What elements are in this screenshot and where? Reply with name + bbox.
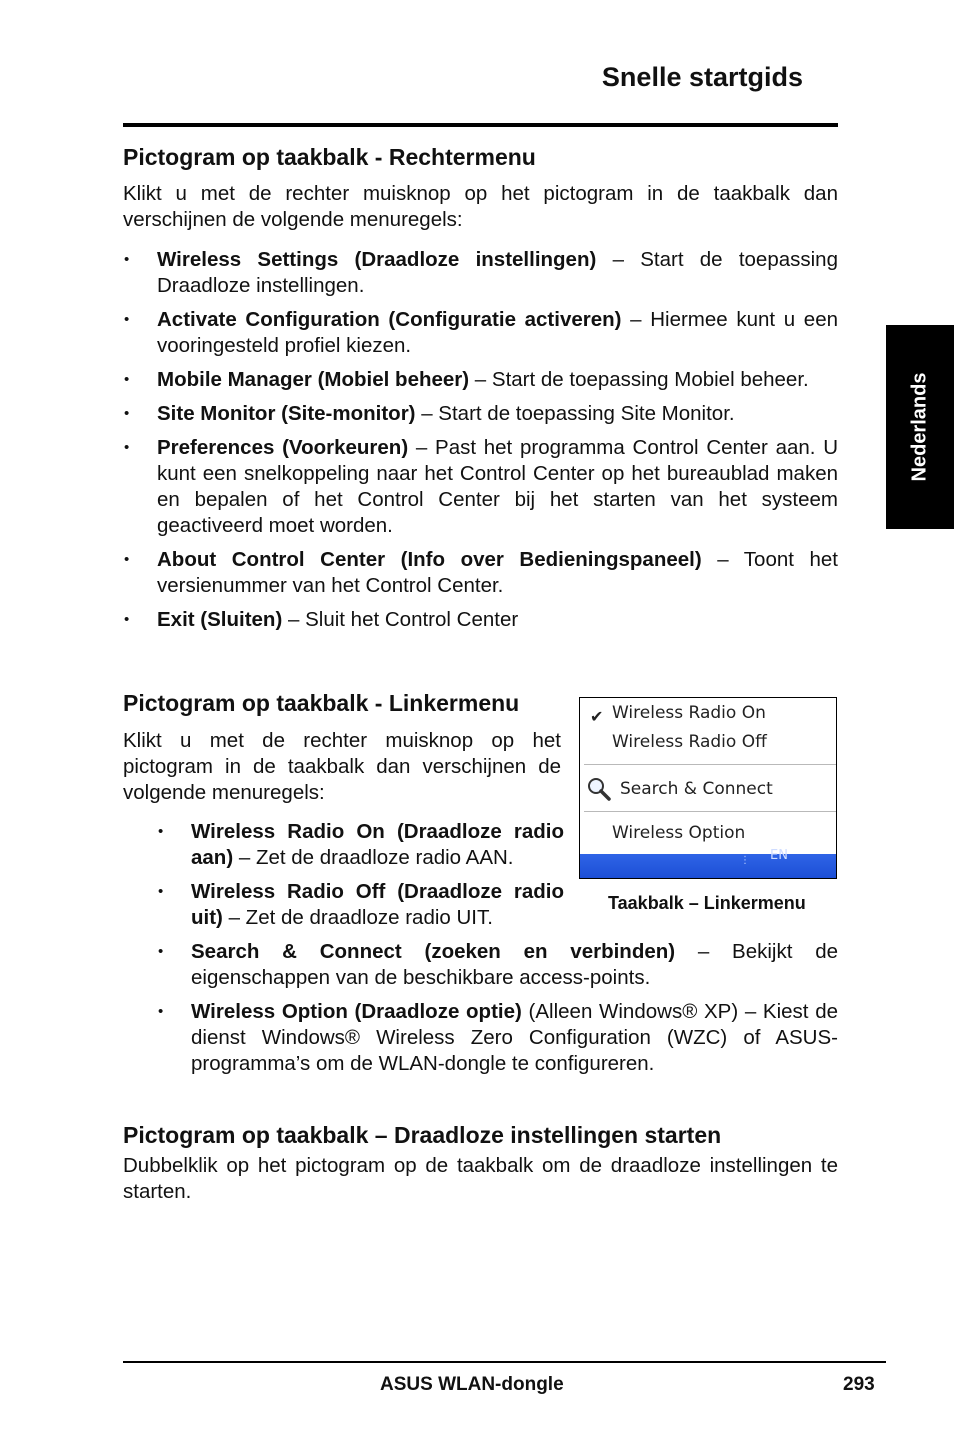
section-linkermenu-intro: Klikt u met de rechter muisknop op het pictogram in de taakbalk dan verschijnen de volgende menuregels: bbox=[123, 729, 561, 804]
taskbar-grip: ⋮ bbox=[740, 855, 750, 866]
list-item: • Wireless Option (Draadloze optie) (Alleen Windows® XP) – Kiest de dienst Windows® Wireless Zero Configuration (WZC) of ASUS-programma’s om de WLAN-dongle te configureren. bbox=[158, 1000, 838, 1075]
taskbar-left-menu-screenshot bbox=[579, 697, 837, 879]
item-term: Wireless Settings (Draadloze instellingen) bbox=[157, 248, 597, 271]
item-term: Wireless Radio On (Draadloze radio aan) bbox=[191, 820, 564, 869]
item-term: Wireless Radio Off (Draadloze radio uit) bbox=[191, 880, 564, 929]
section-rechtermenu-title: Pictogram op taakbalk - Rechtermenu bbox=[123, 144, 536, 170]
section-linkermenu-title: Pictogram op taakbalk - Linkermenu bbox=[123, 690, 520, 716]
item-desc: – Toont het versienummer van het Control Center. bbox=[157, 548, 839, 597]
language-tab-label: Nederlands bbox=[908, 372, 931, 482]
item-desc: – Hiermee kunt u een vooringesteld profiel kiezen. bbox=[157, 308, 839, 357]
section-start-settings-title: Pictogram op taakbalk – Draadloze instellingen starten bbox=[123, 1122, 722, 1148]
item-desc: – Sluit het Control Center bbox=[282, 608, 519, 631]
section-rechtermenu-intro: Klikt u met de rechter muisknop op het pictogram in de taakbalk dan verschijnen de volgende menuregels: bbox=[123, 182, 838, 231]
magnifier-icon bbox=[586, 776, 612, 802]
item-term: Mobile Manager (Mobiel beheer) bbox=[157, 368, 470, 391]
item-term: Exit (Sluiten) bbox=[157, 608, 283, 631]
item-desc: (Alleen Windows® XP) – Kiest de dienst Windows® Wireless Zero Configuration (WZC) of ASUS-programma’s om de WLAN-dongle te configureren. bbox=[191, 1000, 838, 1075]
item-desc: – Start de toepassing Mobiel beheer. bbox=[469, 368, 809, 391]
windows-taskbar bbox=[580, 848, 836, 878]
section-start-settings-text: Dubbelklik op het pictogram op de taakbalk om de draadloze instellingen te starten. bbox=[123, 1154, 838, 1203]
item-desc: – Start de toepassing Draadloze instellingen. bbox=[157, 248, 838, 297]
item-desc: – Zet de draadloze radio UIT. bbox=[222, 906, 493, 929]
item-desc: – Bekijkt de eigenschappen van de beschikbare access-points. bbox=[191, 940, 838, 989]
page-number: 293 bbox=[843, 1374, 875, 1395]
item-desc: – Past het programma Control Center aan. U kunt een snelkoppeling naar het Control Center op het bureaublad maken en bepalen of het Control Center bij het starten van het systeem geactiveerd moet worden. bbox=[157, 436, 838, 537]
list-item: • Wireless Settings (Draadloze instellingen) – Start de toepassing Draadloze instellingen. bbox=[124, 248, 838, 297]
taskbar-language-indicator: EN bbox=[770, 848, 788, 863]
list-item: • Search & Connect (zoeken en verbinden) – Bekijkt de eigenschappen van de beschikbare access-points. bbox=[158, 940, 838, 989]
language-tab bbox=[886, 325, 954, 529]
list-item: • Wireless Radio Off (Draadloze radio uit) – Zet de draadloze radio UIT. bbox=[158, 880, 564, 929]
item-term: Preferences (Voorkeuren) bbox=[157, 436, 409, 459]
footer-title: ASUS WLAN-dongle bbox=[380, 1374, 564, 1395]
item-term: Search & Connect (zoeken en verbinden) bbox=[191, 940, 676, 963]
item-term: Activate Configuration (Configuratie activeren) bbox=[157, 308, 622, 331]
list-item: • Preferences (Voorkeuren) – Past het programma Control Center aan. U kunt een snelkoppeling naar het Control Center op het bureaublad maken en bepalen of het Control Center bij het starten van het systeem geactiveerd moet worden. bbox=[124, 436, 838, 537]
title-rule bbox=[123, 123, 838, 127]
list-item: • Wireless Radio On (Draadloze radio aan) – Zet de draadloze radio AAN. bbox=[158, 820, 564, 869]
rechtermenu-list bbox=[124, 247, 839, 641]
menu-item-wireless-radio-off[interactable]: Wireless Radio Off bbox=[612, 732, 767, 752]
item-desc: – Zet de draadloze radio AAN. bbox=[233, 846, 514, 869]
item-term: Wireless Option (Draadloze optie) bbox=[191, 1000, 522, 1023]
page-title: Snelle startgids bbox=[601, 62, 803, 92]
menu-item-wireless-radio-on[interactable]: Wireless Radio On bbox=[612, 703, 766, 723]
figure-caption: Taakbalk – Linkermenu bbox=[608, 893, 806, 913]
list-item: • Mobile Manager (Mobiel beheer) – Start de toepassing Mobiel beheer. bbox=[124, 368, 809, 391]
list-item: • Exit (Sluiten) – Sluit het Control Center bbox=[124, 608, 519, 631]
list-item: • About Control Center (Info over Bedieningspaneel) – Toont het versienummer van het Control Center. bbox=[124, 548, 839, 597]
list-item: • Site Monitor (Site-monitor) – Start de toepassing Site Monitor. bbox=[124, 402, 735, 425]
item-term: Site Monitor (Site-monitor) bbox=[157, 402, 416, 425]
item-desc: – Start de toepassing Site Monitor. bbox=[415, 402, 735, 425]
list-item: • Activate Configuration (Configuratie activeren) – Hiermee kunt u een vooringesteld profiel kiezen. bbox=[124, 308, 839, 357]
menu-item-wireless-option[interactable]: Wireless Option bbox=[612, 823, 746, 843]
footer-rule bbox=[123, 1361, 886, 1363]
menu-item-search-connect[interactable]: Search & Connect bbox=[620, 779, 773, 799]
item-term: About Control Center (Info over Bedieningspaneel) bbox=[157, 548, 702, 571]
checkmark-icon: ✔ bbox=[590, 707, 604, 726]
